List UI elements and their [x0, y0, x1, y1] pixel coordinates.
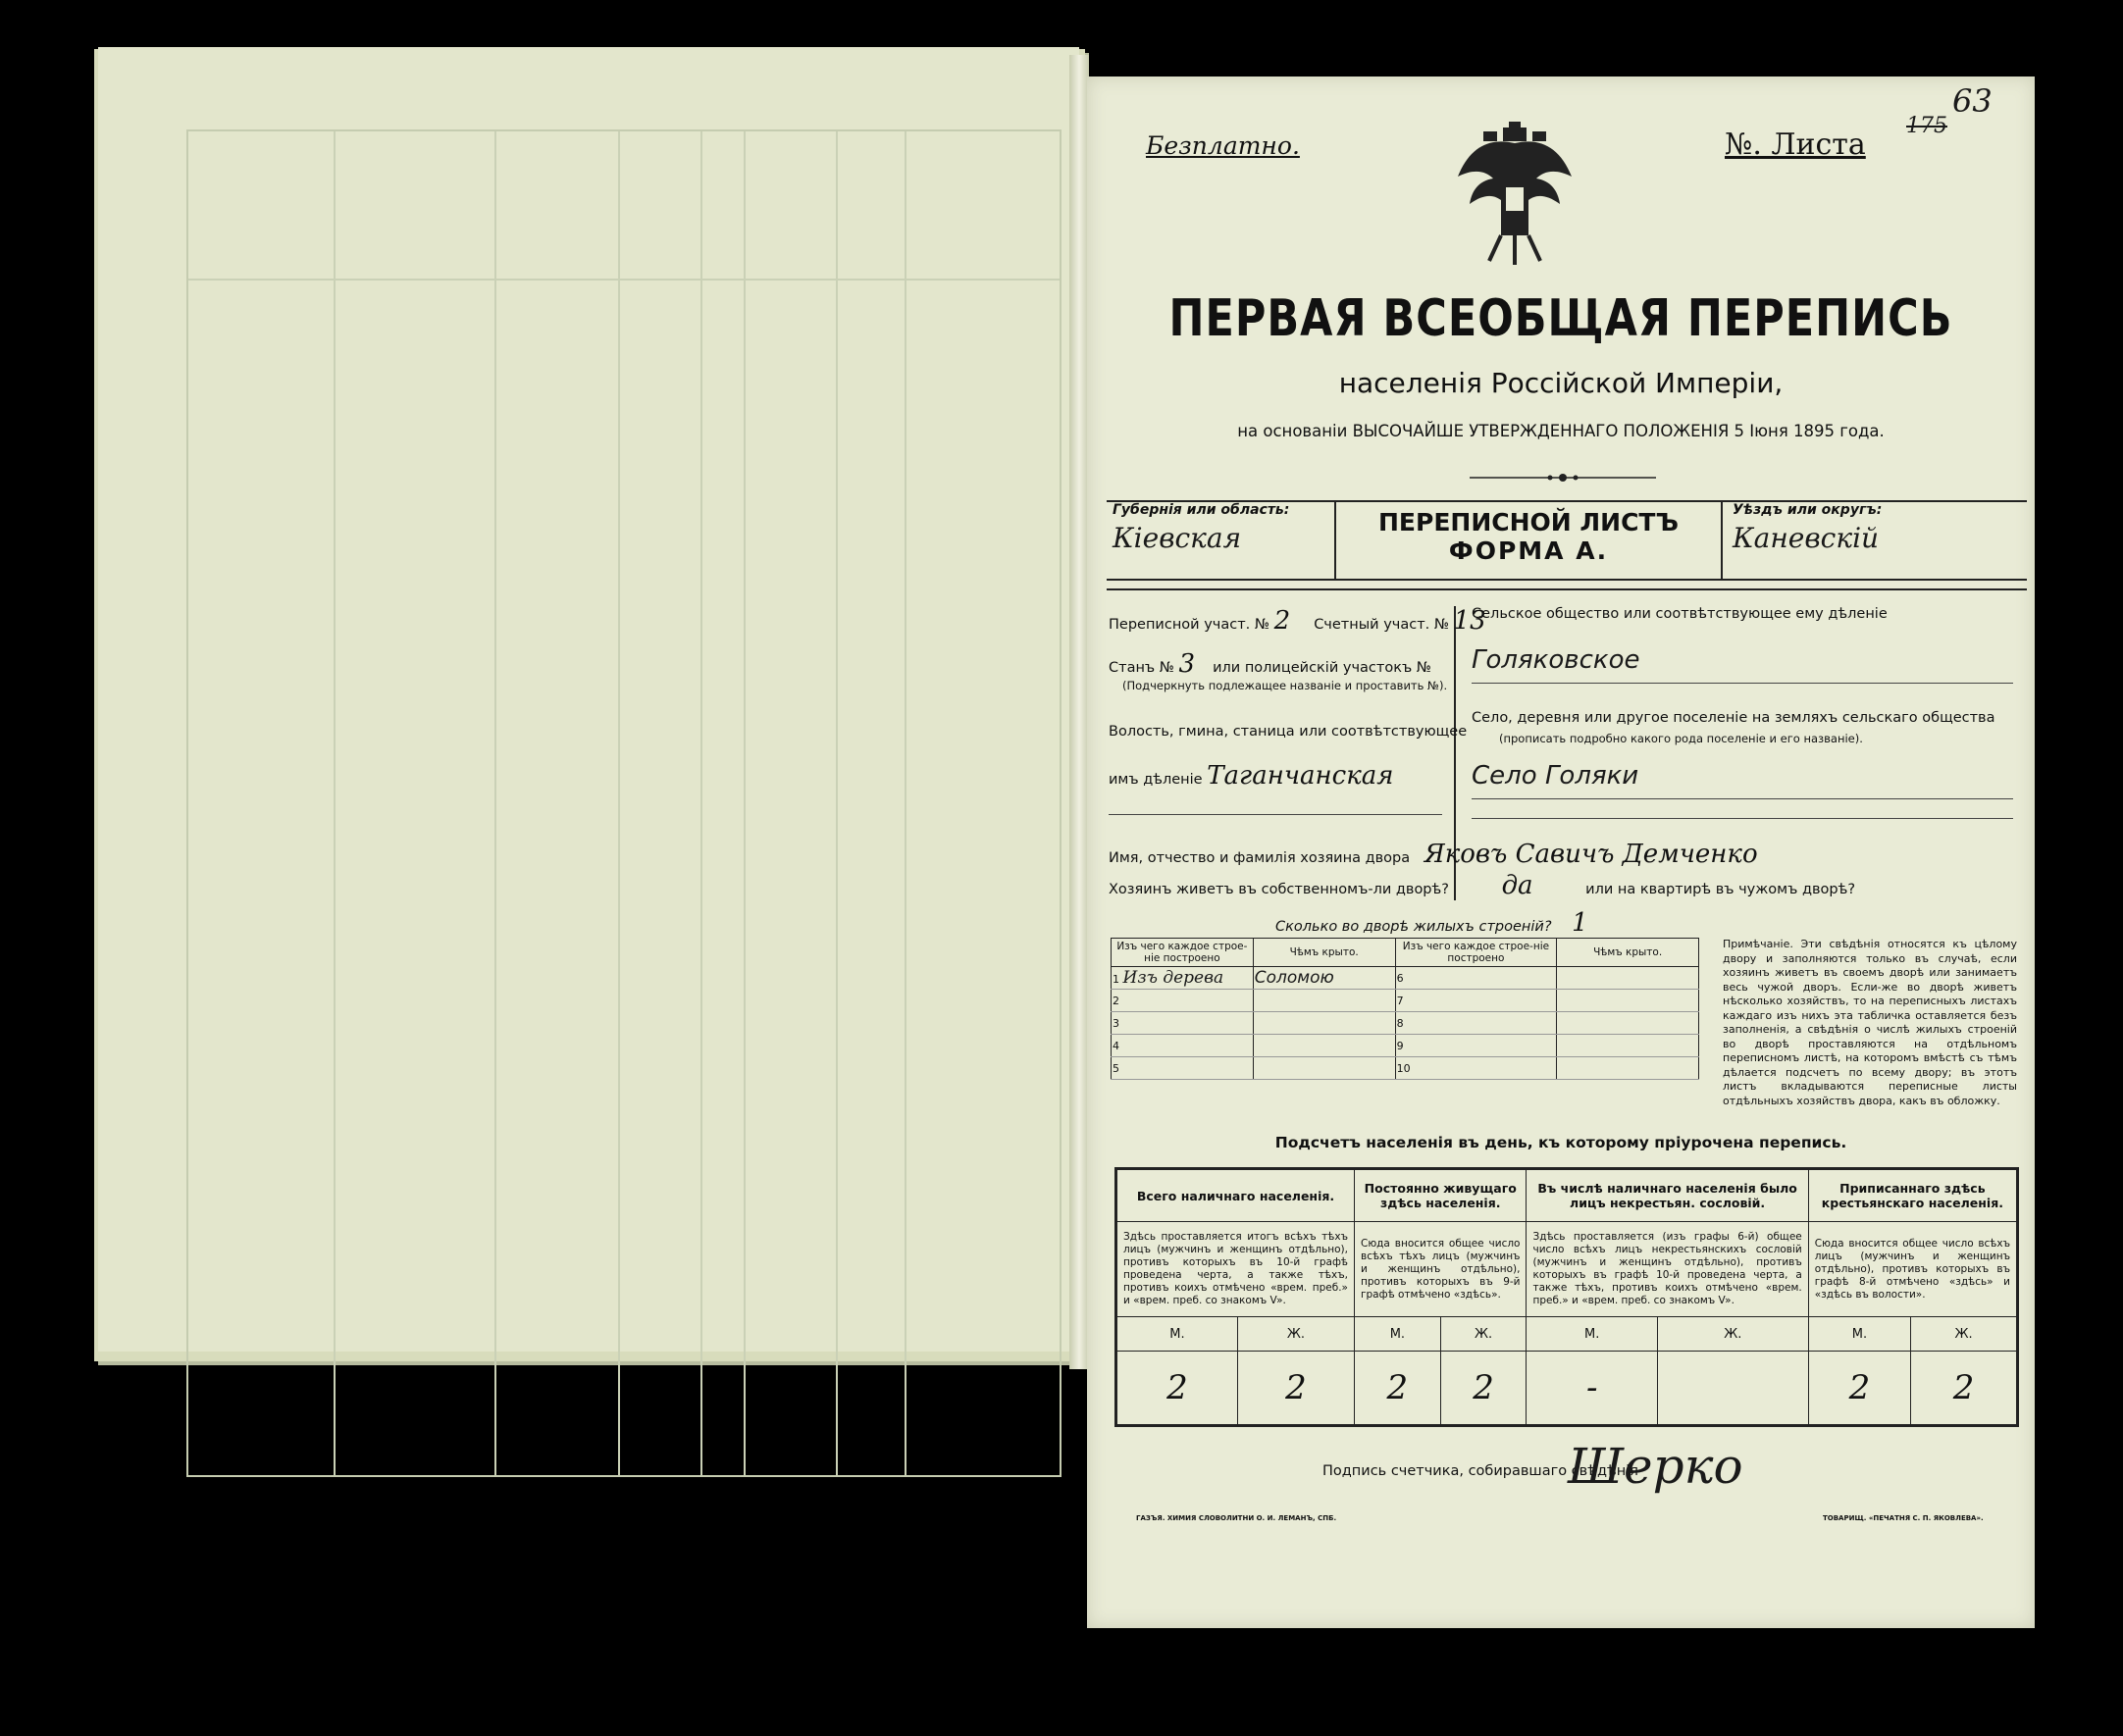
female-label: Ж.: [1911, 1317, 2018, 1352]
census-district-field: Переписной участ. № 2 Счетный участ. № 13: [1109, 606, 1486, 636]
buildings-field: Сколько во дворѣ жилыхъ строеній? 1: [1275, 908, 1588, 938]
form-sheet-title: ПЕРЕПИСНОЙ ЛИСТЪ: [1378, 508, 1679, 536]
male-label: М.: [1116, 1317, 1238, 1352]
society-value: Голяковское: [1472, 645, 1640, 675]
tally-header-nonpeasant: Въ числѣ наличнаго населенія было лицъ некрестьян. сословій.: [1527, 1169, 1808, 1222]
society-label: Сельское общество или соотвѣтствующее ему дѣленіе: [1472, 606, 1888, 622]
printer-mark-right: ТОВАРИЩ. «ПЕЧАТНЯ С. П. ЯКОВЛЕВА».: [1823, 1514, 1984, 1522]
society-underline: [1472, 683, 2013, 684]
underline-note: (Подчеркнуть подлежащее названіе и проставить №).: [1122, 679, 1448, 692]
village-value: Село Голяки: [1472, 761, 1639, 791]
village-underline: [1472, 798, 2013, 799]
material-header: Изъ чего каждое строе-ніе построено: [1112, 939, 1254, 967]
table-row: 3 8: [1112, 1012, 1699, 1035]
tally-header-registered: Приписаннаго здѣсь крестьянскаго населенія.: [1808, 1169, 2017, 1222]
district-value: Каневскій: [1733, 522, 1880, 554]
tally-title: Подсчетъ населенія въ день, къ которому пріурочена перепись.: [1274, 1134, 1847, 1151]
book-spine: [1069, 55, 1089, 1369]
population-tally-table: [1114, 1167, 2019, 1427]
census-form-page: [1087, 77, 2035, 1628]
female-label: Ж.: [1237, 1317, 1354, 1352]
tally-desc: Сюда вносится общее число всѣхъ лицъ (мужчинъ и женщинъ отдѣльно), противъ которыхъ въ графѣ 8-й отмѣчено «здѣсь» и «здѣсь въ волости».: [1808, 1222, 2017, 1317]
printer-mark-left: ГАЗЪЯ. ХИМИЯ СЛОВОЛИТНИ О. И. ЛЕМАНЪ, СПБ.: [1136, 1514, 1337, 1522]
blank-line: [1109, 814, 1442, 815]
free-label: Безплатно.: [1146, 131, 1300, 160]
female-label: Ж.: [1657, 1317, 1808, 1352]
form-title: ПЕРВАЯ ВСЕОБЩАЯ ПЕРЕПИСЬ: [1168, 289, 1953, 348]
tally-header-permanent: Постоянно живущаго здѣсь населенія.: [1355, 1169, 1527, 1222]
form-decree: на основаніи ВЫСОЧАЙШЕ УТВЕРЖДЕННАГО ПОЛОЖЕНІЯ 5 Іюня 1895 года.: [1237, 422, 1885, 440]
district-box: [1721, 502, 2029, 579]
tally-desc: Здѣсь проставляется итогъ всѣхъ тѣхъ лицъ (мужчинъ и женщинъ отдѣльно), противъ которыхъ въ 10-й графѣ проведена черта, а также тѣхъ, противъ коихъ отмѣчено «врем. преб.» и «врем. преб. со знакомъ V».: [1116, 1222, 1355, 1317]
village-note: (прописать подробно какого рода поселеніе и его названіе).: [1499, 732, 1863, 745]
province-label: Губернія или область:: [1113, 502, 1290, 518]
form-name-box: [1348, 502, 1709, 579]
tally-desc: Здѣсь проставляется (изъ графы 6-й) общее число всѣхъ лицъ некрестьянскихъ сословій (мужчинъ и женщинъ отдѣльно), противъ которыхъ въ графѣ 10-й проведена черта, а также тѣхъ, противъ коихъ отмѣчено «врем. преб.» и «врем. преб. со знакомъ V».: [1527, 1222, 1808, 1317]
female-label: Ж.: [1440, 1317, 1527, 1352]
tally-header-total: Всего наличнаго населенія.: [1116, 1169, 1355, 1222]
double-headed-eagle-icon: [1450, 118, 1579, 267]
material-header-2: Изъ чего каждое строе-ніе построено: [1395, 939, 1557, 967]
tally-desc: Сюда вносится общее число всѣхъ тѣхъ лицъ (мужчинъ и женщинъ отдѣльно), противъ которыхъ въ 9-й графѣ отмѣчено «здѣсь».: [1355, 1222, 1527, 1317]
form-sheet-name: ФОРМА А.: [1448, 536, 1609, 565]
tally-value: 2: [1237, 1352, 1354, 1426]
male-label: М.: [1355, 1317, 1441, 1352]
table-row: 4 9: [1112, 1035, 1699, 1057]
table-row: 2 7: [1112, 990, 1699, 1012]
table-row: 5 10: [1112, 1057, 1699, 1080]
blank-line-2: [1472, 818, 2013, 819]
enumerator-signature: Шерко: [1568, 1438, 1743, 1495]
buildings-table: [1111, 938, 1699, 1080]
district-label: Уѣздъ или округъ:: [1733, 502, 1883, 518]
tally-value: [1657, 1352, 1808, 1426]
tally-value: 2: [1355, 1352, 1441, 1426]
buildings-note: Примѣчаніе. Эти свѣдѣнія относятся къ цѣлому двору и заполняются только въ случаѣ, если хозяинъ живетъ въ своемъ дворѣ или занимаетъ весь чужой дворъ. Если-же во дворѣ живетъ нѣсколько хозяйствъ, то на переписныхъ листахъ каждаго изъ нихъ эта табличка оставляется безъ заполненія, а свѣдѣнія о числѣ жилыхъ строеній во дворѣ проставляются на отдѣльномъ переписномъ листѣ, на которомъ вмѣстѣ съ тѣмъ дѣлается подсчетъ по всему двору; въ этотъ листъ вкладываются переписные листы отдѣльныхъ хозяйствъ двора, какъ въ обложку.: [1723, 938, 2017, 1107]
bleed-through-grid: [186, 129, 1062, 1477]
tally-value: 2: [1808, 1352, 1910, 1426]
sheet-number-label: №. Листа: [1725, 128, 1866, 162]
form-header-row: [1107, 500, 2027, 581]
sheet-number-handwritten: 175: [1906, 114, 1947, 138]
tally-value: 2: [1116, 1352, 1238, 1426]
owner-field: Имя, отчество и фамилія хозяина двора Яковъ Савичъ Демченко: [1109, 840, 1758, 869]
table-row: 1 Изъ дерева Соломою 6: [1112, 967, 1699, 990]
male-label: М.: [1527, 1317, 1658, 1352]
form-subtitle: населенія Россійской Имперіи,: [1338, 367, 1784, 399]
stan-field: Станъ № 3 или полицейскій участокъ №: [1109, 649, 1431, 679]
province-box: [1107, 502, 1336, 579]
province-value: Кіевская: [1113, 522, 1242, 554]
village-label: Село, деревня или другое поселеніе на земляхъ сельскаго общества: [1472, 710, 1995, 726]
male-label: М.: [1808, 1317, 1910, 1352]
tally-value: 2: [1440, 1352, 1527, 1426]
divider-line: [1107, 588, 2027, 590]
page-number-handwritten: 63: [1952, 82, 1993, 120]
tally-value: 2: [1911, 1352, 2018, 1426]
signature-label: Подпись счетчика, собиравшаго свѣдѣнія: [1322, 1463, 1638, 1479]
roof-header-2: Чѣмъ крыто.: [1557, 939, 1699, 967]
roof-header: Чѣмъ крыто.: [1253, 939, 1395, 967]
volost-field: имъ дѣленіе Таганчанская: [1109, 761, 1394, 791]
tally-value: -: [1527, 1352, 1658, 1426]
ornament-divider: [1470, 472, 1656, 484]
left-page: [98, 47, 1079, 1352]
own-yard-field: Хозяинъ живетъ въ собственномъ-ли дворѣ? да или на квартирѣ въ чужомъ дворѣ?: [1109, 871, 1856, 900]
volost-label: Волость, гмина, станица или соотвѣтствующее: [1109, 724, 1468, 740]
